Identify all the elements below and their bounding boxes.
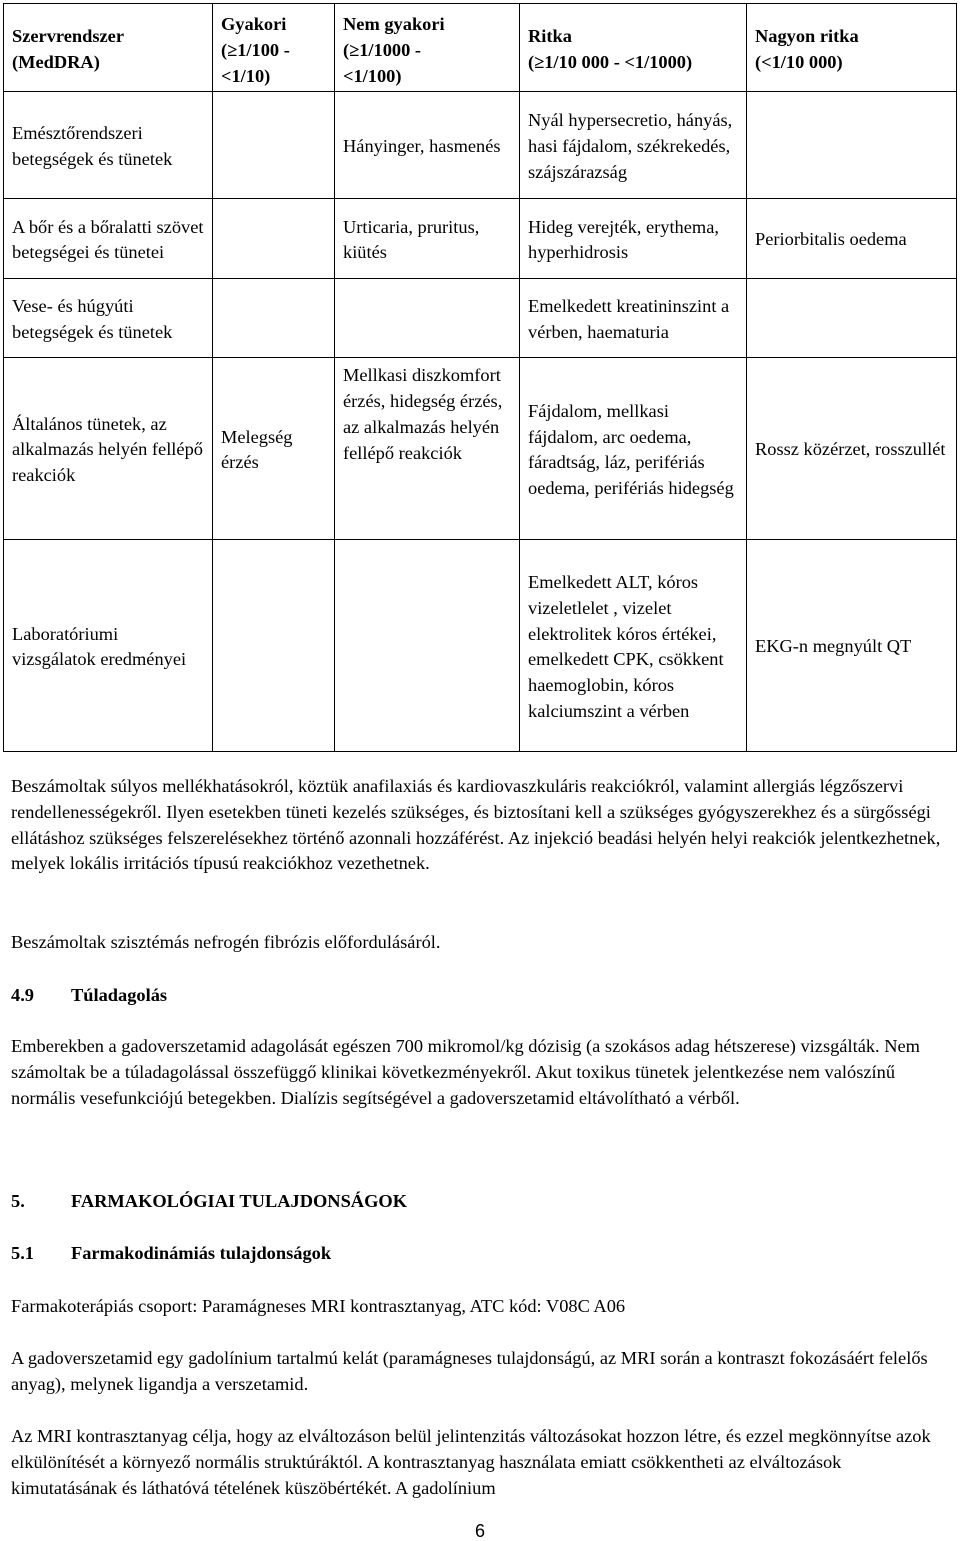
paragraph-overdose: Emberekben a gadoverszetamid adagolását egészen 700 mikromol/kg dózisig (a szokásos adag hétszerese) vizsgálták. Nem számoltak be a túladagolással összefüggő klinikai következményekről. Akut toxikus tünetek jelentkezése nem valószínű normális vesefunkciójú betegekben. Dialízis segítségével a gadoverszetamid eltávolítható a vérből. xyxy=(11,1036,920,1108)
header-soc: Szervrendszer (MedDRA) xyxy=(4,4,213,92)
cell-uncommon: Urticaria, pruritus, kiütés xyxy=(335,199,520,279)
cell-soc: Laboratóriumi vizsgálatok eredményei xyxy=(4,540,213,752)
table-row xyxy=(4,199,957,279)
cell-rare: Fájdalom, mellkasi fájdalom, arc oedema, fáradtság, láz, perifériás oedema, perifériás hidegség xyxy=(520,358,747,540)
cell-common xyxy=(213,92,335,199)
table-header-row xyxy=(4,4,957,92)
cell-rare: Emelkedett ALT, kóros vizeletlelet , vizelet elektrolitek kóros értékei, emelkedett CPK, csökkent haemoglobin, kóros kalciumszint a vérben xyxy=(520,540,747,752)
section-heading-overdose xyxy=(11,983,946,1009)
paragraph-serious-reactions: Beszámoltak súlyos mellékhatásokról, köztük anafilaxiás és kardiovaszkuláris reakciókról, valamint allergiás légzőszervi rendellenességekről. Ilyen esetekben tüneti kezelés szükséges, és biztosítani kell a szükséges gyógyszerekhez és a sürgősségi ellátáshoz szükséges felszerelésekhez történő azonnali hozzáférést. Az injekció beadási helyén helyi reakciók jelentkezhetnek, melyek lokális irritációs típusú reakciókhoz vezethetnek. xyxy=(11,776,941,874)
paragraph-chelate: A gadoverszetamid egy gadolínium tartalmú kelát (paramágneses tulajdonságú, az MRI során a kontraszt fokozásáért felelős anyag), melynek ligandja a verszetamid. xyxy=(11,1348,928,1394)
page-number: 6 xyxy=(474,1521,485,1541)
cell-very-rare xyxy=(747,92,957,199)
cell-common: Melegség érzés xyxy=(213,358,335,540)
paragraph-mri-purpose: Az MRI kontrasztanyag célja, hogy az elváltozáson belül jelintenzitás változásokat hozzon létre, és ezzel megkönnyítse azok elkülönítését a környező normális struktúráktól. A kontrasztanyag használata emiatt csökkentheti az elváltozások kimutatásának és láthatóvá tételének küszöbértékét. A gadolínium xyxy=(11,1426,931,1498)
cell-common xyxy=(213,279,335,358)
cell-common xyxy=(213,540,335,752)
cell-uncommon xyxy=(335,279,520,358)
header-very-rare: Nagyon ritka (<1/10 000) xyxy=(747,4,957,92)
table-row xyxy=(4,279,957,358)
header-rare: Ritka (≥1/10 000 - <1/1000) xyxy=(520,4,747,92)
cell-soc: A bőr és a bőralatti szövet betegségei és tünetei xyxy=(4,199,213,279)
adverse-reactions-table xyxy=(3,3,957,752)
header-uncommon: Nem gyakori (≥1/1000 - <1/100) xyxy=(335,4,520,92)
cell-uncommon: Mellkasi diszkomfort érzés, hidegség érzés, az alkalmazás helyén fellépő reakciók xyxy=(335,358,520,540)
section-number: 5. xyxy=(11,1191,25,1211)
section-number: 4.9 xyxy=(11,985,34,1005)
cell-common xyxy=(213,199,335,279)
section-title: Túladagolás xyxy=(71,985,168,1005)
table-row xyxy=(4,358,957,540)
cell-soc: Általános tünetek, az alkalmazás helyén fellépő reakciók xyxy=(4,358,213,540)
cell-very-rare: Rossz közérzet, rosszullét xyxy=(747,358,957,540)
section-heading-pharmacodynamics xyxy=(11,1241,946,1267)
cell-uncommon xyxy=(335,540,520,752)
cell-rare: Emelkedett kreatininszint a vérben, haematuria xyxy=(520,279,747,358)
cell-soc: Vese- és húgyúti betegségek és tünetek xyxy=(4,279,213,358)
section-heading-pharmacology xyxy=(11,1189,946,1215)
cell-rare: Nyál hypersecretio, hányás, hasi fájdalom, székrekedés, szájszárazság xyxy=(520,92,747,199)
cell-very-rare: EKG-n megnyúlt QT xyxy=(747,540,957,752)
cell-rare: Hideg verejték, erythema, hyperhidrosis xyxy=(520,199,747,279)
section-number: 5.1 xyxy=(11,1243,34,1263)
paragraph-atc: Farmakoterápiás csoport: Paramágneses MRI kontrasztanyag, ATC kód: V08C A06 xyxy=(11,1296,626,1316)
paragraph-nsf: Beszámoltak szisztémás nefrogén fibrózis előfordulásáról. xyxy=(11,932,441,952)
table-row xyxy=(4,92,957,199)
cell-uncommon: Hányinger, hasmenés xyxy=(335,92,520,199)
section-title: Farmakodinámiás tulajdonságok xyxy=(71,1243,332,1263)
cell-very-rare: Periorbitalis oedema xyxy=(747,199,957,279)
cell-very-rare xyxy=(747,279,957,358)
section-title: FARMAKOLÓGIAI TULAJDONSÁGOK xyxy=(71,1191,407,1211)
cell-soc: Emésztőrendszeri betegségek és tünetek xyxy=(4,92,213,199)
table-row xyxy=(4,540,957,752)
header-common: Gyakori (≥1/100 - <1/10) xyxy=(213,4,335,92)
